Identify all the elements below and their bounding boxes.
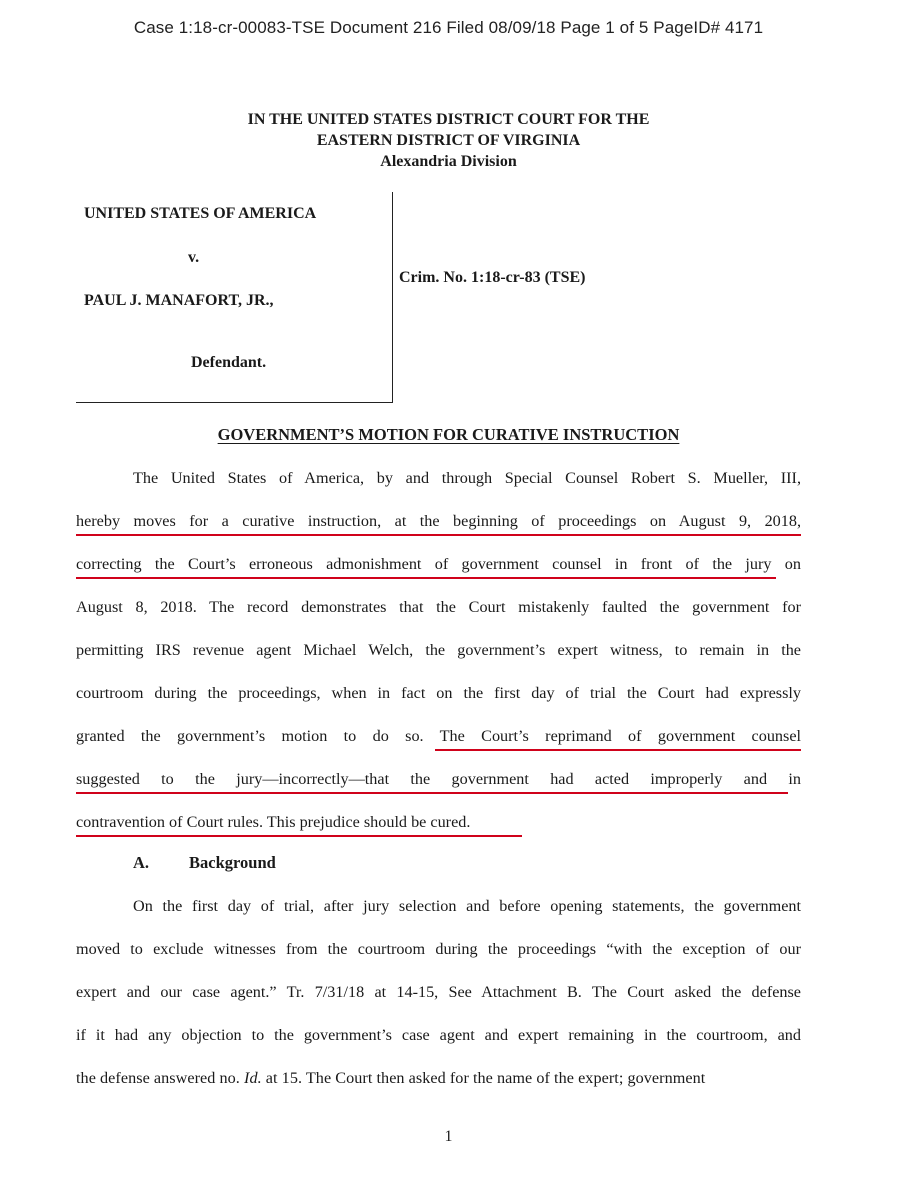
page-number: 1 bbox=[444, 1128, 453, 1145]
body-line: correcting the Court’s erroneous admonishment of government counsel in front of the jury on bbox=[76, 555, 801, 573]
red-underline-annotation bbox=[76, 534, 801, 536]
body-line: The United States of America, by and through Special Counsel Robert S. Mueller, III, bbox=[133, 469, 801, 487]
body-line: expert and our case agent.” Tr. 7/31/18 at 14-15, See Attachment B. The Court asked the defense bbox=[76, 983, 801, 1001]
section-title: Background bbox=[189, 853, 276, 872]
body-line: suggested to the jury—incorrectly—that the government had acted improperly and in bbox=[76, 770, 801, 788]
body-text: the defense answered no. bbox=[76, 1069, 245, 1087]
red-underline-annotation bbox=[76, 835, 522, 837]
section-heading bbox=[133, 853, 276, 873]
body-line: contravention of Court rules. This prejudice should be cured. bbox=[76, 813, 471, 831]
body-line: On the first day of trial, after jury selection and before opening statements, the government bbox=[133, 897, 801, 915]
plaintiff-name: UNITED STATES OF AMERICA bbox=[84, 205, 317, 222]
court-line-1: IN THE UNITED STATES DISTRICT COURT FOR THE bbox=[247, 111, 650, 128]
defendant-label: Defendant. bbox=[191, 354, 267, 371]
body-line: hereby moves for a curative instruction, at the beginning of proceedings on August 9, 2018, bbox=[76, 512, 801, 530]
body-line: moved to exclude witnesses from the courtroom during the proceedings “with the exception of our bbox=[76, 940, 801, 958]
court-heading bbox=[0, 109, 897, 172]
red-underline-annotation bbox=[435, 749, 801, 751]
motion-title bbox=[0, 425, 897, 445]
body-line: August 8, 2018. The record demonstrates that the Court mistakenly faulted the government for bbox=[76, 598, 801, 616]
defendant-name: PAUL J. MANAFORT, JR., bbox=[84, 292, 274, 309]
body-line: if it had any objection to the government’s case agent and expert remaining in the courtroom, and bbox=[76, 1026, 801, 1044]
court-line-2: EASTERN DISTRICT OF VIRGINIA bbox=[316, 132, 581, 149]
versus: v. bbox=[188, 249, 200, 266]
red-underline-annotation bbox=[76, 792, 788, 794]
filing-header: Case 1:18-cr-00083-TSE Document 216 Filed 08/09/18 Page 1 of 5 PageID# 4171 bbox=[133, 18, 764, 37]
body-line: courtroom during the proceedings, when in fact on the first day of trial the Court had expressly bbox=[76, 684, 801, 702]
body-line: permitting IRS revenue agent Michael Welch, the government’s expert witness, to remain in the bbox=[76, 641, 801, 659]
motion-title-text: GOVERNMENT’S MOTION FOR CURATIVE INSTRUCTION bbox=[217, 425, 680, 444]
section-letter: A. bbox=[133, 853, 150, 872]
red-underline-annotation bbox=[76, 577, 776, 579]
citation-id: Id. bbox=[244, 1069, 262, 1087]
body-line bbox=[76, 1068, 801, 1088]
court-line-3: Alexandria Division bbox=[380, 153, 517, 170]
case-number: Crim. No. 1:18-cr-83 (TSE) bbox=[399, 269, 586, 286]
body-line: granted the government’s motion to do so. The Court’s reprimand of government counsel bbox=[76, 727, 801, 745]
body-text: at 15. The Court then asked for the name of the expert; government bbox=[261, 1069, 706, 1087]
case-caption-parties bbox=[76, 192, 393, 403]
